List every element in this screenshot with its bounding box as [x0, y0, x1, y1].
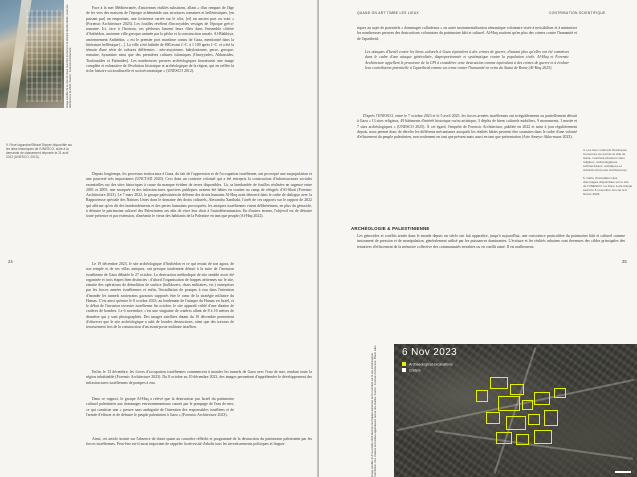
paragraph: Les génocides et conflits armés dans le monde depuis un siècle ont fait apparaître, jusqu'à aujourd'hui, une conscience particulière du patrimoine bâti et culturel comme instrument de pression et de manipulation, généralement utilisé par les puissances dominantes. L'écriture et les réalités urbaines sont devenues des cibles principales des tentatives d'effacement de la mémoire collective des communautés envahies ou en conflit armé. Il est malheureux: [357, 234, 625, 249]
excavation-outline: [490, 377, 508, 389]
legend-excavations: [402, 362, 453, 367]
excavation-outline: [522, 400, 533, 410]
excavation-outline: [554, 388, 566, 398]
paragraph: D'après l'UNESCO, entre le 7 octobre 2023 et le 5 avril 2025, les forces armées israéliennes ont irrégulièrement ou partiellement détruit à Gaza « 13 sites religieux, 49 bâtiments d'intérêt historique ou/ou artistique, 3 dépôts de biens culturels mobiliers, 9 monuments, 1 musée et 7 sites archéologiques » (UNESCO 2025). À cet égard, l'enquête de Forensic Architecture, publiée en 2022 et mise à jour régulièrement depuis, nous permet donc de déceler les différents mécanismes auxquels les réalités bâties peuvent être soumises dans le cadre d'une volonté d'effacement du peuple palestinien, non seulement en tant que présent mais aussi en tant que présentation (Arte Ameyo-Akko-maaz 2023).: [357, 114, 577, 139]
excavation-outline: [498, 396, 520, 411]
excavation-outline: [506, 416, 526, 430]
page-number-left: 24: [8, 259, 13, 264]
excavation-outline: [534, 392, 550, 405]
left-text-top-2: [86, 172, 312, 219]
scale-bar: [615, 471, 631, 473]
excavation-outline: [528, 414, 540, 425]
left-page: [0, 0, 318, 477]
paragraph: Le 19 décembre 2023, le site archéologique d'Anthédon et ce qui restait de son agora, de son temple et de ses villas antiques, ont presque totalement détruit à la suite de l'invasion israélienne de Gaza débutée le 27 octobre. La destruction méthodique de site semble avoir été organisée et trois étapes bien distinctes : d'abord l'organisation de frappes aériennes sur le site, ensuite des opérations de démolition de surface (bulldozers, chars militaires, etc.) entreprises par les forces armées israéliennes et enfin, l'installation de pompes à eau dans l'intention d'inonder les tunnels souterrains gazaouis supposés être le cœur de la stratégie militaire du Hamas. C'est ainsi qu'entre le 8 octobre 2023, au lendemain de l'attaque du Hamas en Israël, et le début de l'invasion terrestre israélienne fin octobre, le site apparaît criblé d'une dizaine de cratères de bombes. Le 6 novembre, c'est une vingtaine de cratères allant de 8 à 16 mètres de diamètre qui y sont photographiés. Des images satellites datant du 10 décembre permettent d'observer que le site archéologique a subi de lourdes destructions, ainsi que des travaux de terrassement lors de la construction d'un avant-poste militaire israélien.: [86, 262, 234, 329]
paragraph: Face à la mer Méditerranée, d'anciennes réalités subsistent, allant « d'un rempart de l'âge de fer vers des maisons de l'époque achéménide aux structures romaines et hellénistiques, [en passant par] un emporium, une forteresse carrée sur le côte, [et] un ancien port ou vont » (Forensic Architecture 2023). Les fouilles révèlent d'incroyables vestiges de l'époque gréco-romaine. Ici, face à l'horizon, ces pêcheurs lancent leurs filets dans l'ensemble côtière d'Anthédon, ancienne ville grecque animée par la pêche et la construction navale. Al-Blakhiya, anciennement Anthédon, « est le premier port maritime connu de Gaza, mentionné dans la littérature hellénique [...]. La ville a été habitée de 800 avant J.-C. à 1 100 après J.-C. et a été la témoin d'une série de cultures différentes : néo-assyrienne, babylonienne, perse, grecque, romaine, byzantine ainsi que des premières cultures islamiques (Omeyyades, Abbassides, Toulounides et Fatimides). Les nombreuses preuves archéologiques fournissent une image complète et exhaustive de l'évolution historique et archéologique de la région, qui en reflète la riche histoire socioculturelle et socioéconomique » (UNESCO 2012).: [86, 6, 235, 73]
excavation-outline: [534, 430, 552, 444]
photo-vertical-caption-text: Image satellite de la côte de Gaza montrant le littoral et la densité du bâti urbain, avant les destructions de 2023. Source : Forensic Architecture.: [66, 4, 73, 108]
left-figure-caption: 9. Frise lagunaire/Sifraat Shoyer disponible sur les sites historiques de l'UNESCO, suite à la demande de classement déposée le 21 avril 2012 (UNESCO, 2013).: [6, 143, 73, 160]
satellite-side-caption-text: Image satellite du 6 novembre 2023 illustrant les frappes aériennes du 6 novembre sur le site archéologique d'Anthédon. Des cratères de bombes apparaissent autour des fouilles. Source : Forensic Architecture, Planet Labs.: [371, 344, 378, 477]
paragraph: Ainsi, cet article insiste sur l'absence de doute quant au caractère réfléchi et programmé de la destruction du patrimoine palestinien par les forces israéliennes. Peut-être est-il aussi important de rappeler la nécessité d'abolir tous les investissements politiques et linguis-: [86, 437, 312, 447]
urban-area: [26, 10, 62, 102]
paragraph: tiques au sujet de potentiels « dommages collatéraux » ou autre instrumentalisation sémantique volontaire visée à invisibiliser et à minimiser les nombreuses preuves des destructions volontaires du patrimoine bâti et culturel. Al-Haq soutient qu'en plus des crimes contre l'humanité et de l'apartheid,: [357, 26, 577, 41]
section-title: CONTRIBUTION SCIENTIFIQUE: [549, 11, 606, 15]
running-title: QUAND ON ART TIMBE LES LIEUX: [357, 11, 419, 15]
excavation-outline: [486, 412, 500, 424]
satellite-side-caption: [371, 344, 391, 477]
left-text-bottom-1: [86, 262, 234, 330]
left-text-top-1: [86, 6, 234, 74]
right-text-bottom: [357, 234, 625, 250]
excavation-outline: [544, 410, 558, 426]
paragraph: Enfin, le 13 décembre, les forces d'occupation israéliennes commencent à inonder les tunnels de Gaza avec l'eau de mer, rendant toute la région inhabitable (Forensic Architecture 2023). Du 8 octobre au 10 décembre 2023, des images permettent d'appréhender le développement des infrastructures israéliennes de pompes à eau.: [86, 370, 312, 385]
block-quote: Les attaques d'Israël contre les biens culturels à Gaza équivalent à des crimes de guerre, d'autant plus qu'elles ont été commises dans le cadre d'une attaque généralisée, disproportionnée et systématique contre la population civile. Al-Haq et Forensic Architecture appellent le procureur de la CPI à considérer cette destruction comme équivalant à des crimes de guerre et à évaluer leur contribution potentielle à l'apartheid comme un crime contre l'humanité en vertu du Statut de Rome (Al-Haq 2023).: [365, 50, 569, 70]
page-number-right: 25: [622, 259, 627, 264]
legend-craters: [402, 368, 421, 373]
right-text-middle: [357, 114, 577, 140]
satellite-image: [394, 344, 637, 477]
paragraph: Dans ce rapport, le groupe Al-Haq a relevé que la destruction par Israël du patrimoine culturel palestinien aux dommages environnementaux causés par le pompage de l'eau de mer, ce qui constitue une « preuve sans ambiguïté de l'intention des responsables israéliens et de l'armée d'effacer et de détruire le peuple palestinien à Gaza » (Forensic Architecture 2023).: [86, 397, 234, 417]
excavation-outline: [510, 384, 524, 395]
section-subheading: ARCHÉOLOGIE & PALESTINIENNE: [351, 226, 430, 231]
excavation-outline: [516, 434, 529, 445]
satellite-date: 6 Nov 2023: [402, 347, 458, 358]
legend-swatch-yellow: [402, 362, 406, 366]
legend-label: Craters: [409, 368, 421, 373]
excavation-outline: [476, 390, 488, 402]
excavation-outline: [496, 432, 512, 444]
right-text-top: [357, 26, 577, 42]
legend-swatch-white: [402, 368, 406, 372]
paragraph: Depuis longtemps, les processus territoriaux à Gaza, du fait de l'oppression et de l'occupation israélienne, ont provoqué une surpopulation et une pauvreté très importantes (UNCTAD 2020). Ceci dans un contexte colonial qui a été entrepris la construction d'infrastructures sociales essentielles sur des sites historiques à cause du manque évident de terres disponibles. Là, sa bombardée de fouilles réalisées en urgence entre 2001 et 2005, une mosquée et des infrastructures sportives publiques avaient été bâties en soutien au camp de réfugiés d'Al-Shati (Forensic Architecture 2023). Le 7 mars 2022, le groupe palestinien de défense des droits humains Al-Haq avait dénoncé dans le cadre de dialogue avec la Rapporteuse spéciale des Nations Unies dans le domaine des droits culturels, Alexandra Xanthaki, l'arrêt de ces rapports sur le rapport de 2022 qui affirme qu'en dit des bombardements et des pertes humaines provoquées, les attaques israéliennes visent délibérément, en plus du génocide, à détruire le patrimoine culturel des Palestiniens ses afin de viser leur droit à l'autodétermination. En d'autres termes, l'objectif est de détruire toute présence et par extension, d'anéantir le vieux des habitants de la Palestine en tant que peuple (Al-Haq 2022).: [86, 172, 312, 218]
photo-vertical-caption: [66, 4, 76, 108]
right-figure-caption: 4. Les lieux culturels historiques concernés au sud de la ville de Gaza, montrant plusieurs sites religieux, archéologiques, architecturaux, artistiques et culturels (Forensic Architecture). 5. Carte d'inondation des dommages disponibles sur le site de l'UNESCO. La Zone à été frappé avant le 6 novembre lors de la 6 février 2023.: [583, 148, 633, 196]
left-text-bottom-3: [86, 397, 234, 418]
legend-label: Archaeological excavations: [409, 362, 453, 367]
left-text-bottom-2: [86, 370, 312, 386]
coastline-photo: [0, 0, 64, 108]
left-text-bottom-4: [86, 437, 312, 448]
